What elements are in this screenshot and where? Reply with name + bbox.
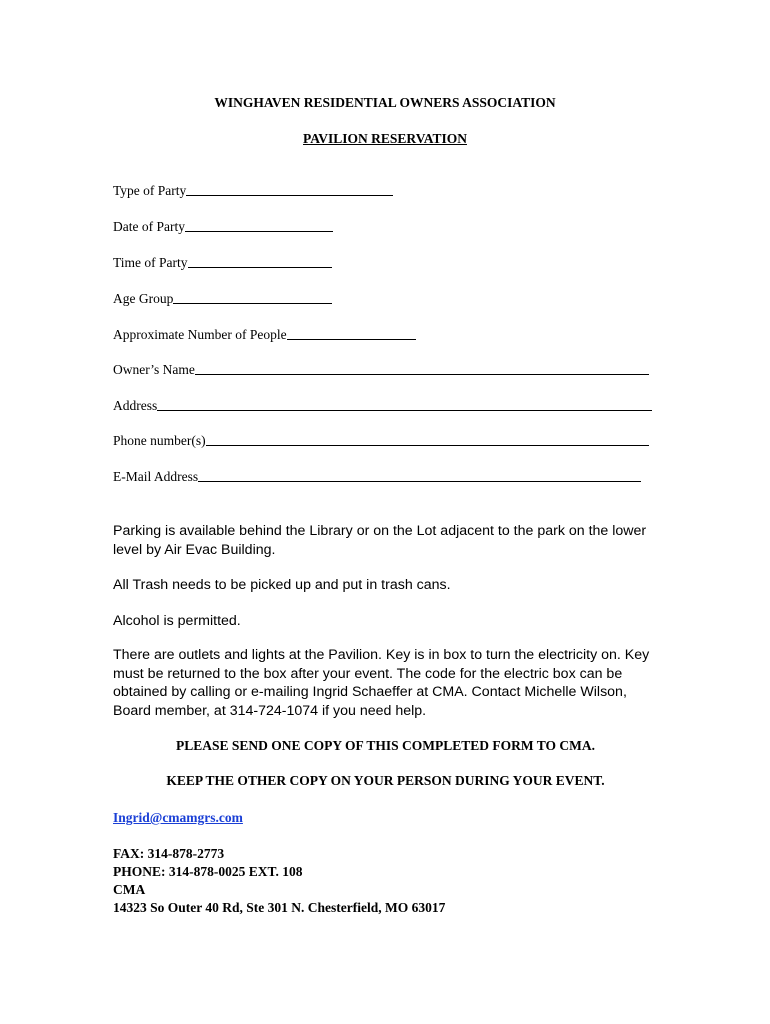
field-time-of-party[interactable] — [113, 255, 332, 271]
field-type-of-party[interactable] — [113, 183, 393, 199]
field-label: Approximate Number of People — [113, 327, 287, 342]
blank-line[interactable] — [195, 373, 649, 375]
outlets-note: There are outlets and lights at the Pavilion. Key is in box to turn the electricity on. Key must be returned to the box after your event. The code for the electric box can be obtained by calling or e-mailing Ingrid Schaeffer at CMA. Contact Michelle Wilson, Board member, at 314-724-1074 if you need help. — [113, 647, 650, 719]
parking-note: Parking is available behind the Library or on the Lot adjacent to the park on the lower level by Air Evac Building. — [113, 523, 647, 558]
mailing-address: 14323 So Outer 40 Rd, Ste 301 N. Chesterfield, MO 63017 — [113, 900, 446, 915]
keep-copy-instruction: KEEP THE OTHER COPY ON YOUR PERSON DURING YOUR EVENT. — [166, 773, 605, 788]
email-link[interactable]: Ingrid@cmamgrs.com — [113, 810, 243, 825]
blank-line[interactable] — [186, 194, 393, 196]
field-phone-numbers[interactable] — [113, 433, 649, 449]
blank-line[interactable] — [185, 230, 333, 232]
field-date-of-party[interactable] — [113, 219, 333, 235]
trash-note: All Trash needs to be picked up and put in trash cans. — [113, 577, 451, 593]
field-age-group[interactable] — [113, 291, 332, 307]
phone-number: PHONE: 314-878-0025 EXT. 108 — [113, 864, 303, 879]
blank-line[interactable] — [206, 444, 649, 446]
blank-line[interactable] — [287, 338, 416, 340]
blank-line[interactable] — [188, 266, 332, 268]
blank-line[interactable] — [173, 302, 332, 304]
field-owners-name[interactable] — [113, 362, 649, 378]
fax-number: FAX: 314-878-2773 — [113, 846, 225, 861]
field-approx-people[interactable] — [113, 327, 416, 343]
field-label: Phone number(s) — [113, 433, 206, 448]
alcohol-note: Alcohol is permitted. — [113, 613, 241, 629]
field-label: Age Group — [113, 291, 174, 306]
field-label: Date of Party — [113, 219, 185, 234]
form-title: PAVILION RESERVATION — [303, 131, 467, 146]
field-label: Type of Party — [113, 183, 187, 198]
org-title: WINGHAVEN RESIDENTIAL OWNERS ASSOCIATION — [214, 95, 556, 110]
org-name: CMA — [113, 882, 146, 897]
field-label: Address — [113, 398, 158, 413]
contact-block — [113, 845, 445, 917]
field-label: Owner’s Name — [113, 362, 195, 377]
blank-line[interactable] — [157, 409, 652, 411]
field-address[interactable] — [113, 398, 652, 414]
field-label: Time of Party — [113, 255, 188, 270]
send-copy-instruction: PLEASE SEND ONE COPY OF THIS COMPLETED FORM TO CMA. — [175, 738, 596, 753]
blank-line[interactable] — [198, 480, 641, 482]
field-label: E-Mail Address — [113, 469, 199, 484]
field-email-address[interactable] — [113, 469, 641, 485]
